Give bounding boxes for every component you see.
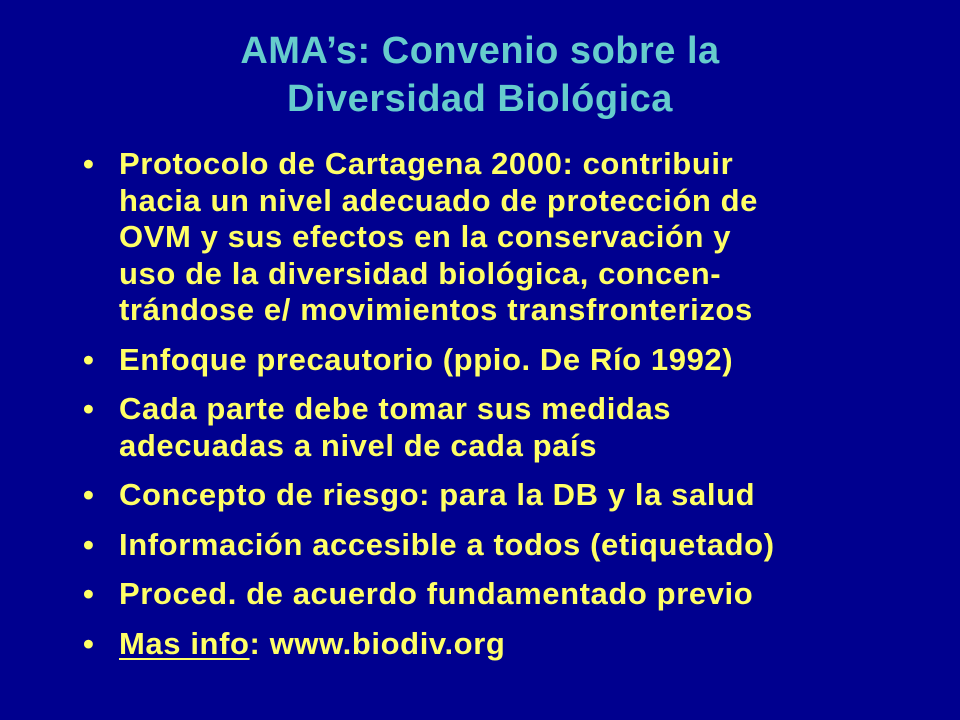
bullet-text-line: adecuadas a nivel de cada país (119, 427, 598, 463)
bullet-icon: • (83, 146, 95, 181)
slide-title-line-1: AMA’s: Convenio sobre la (240, 30, 720, 72)
bullet-text-line: trándose e/ movimientos transfronterizos (119, 292, 753, 327)
bullet-item-informacion (80, 527, 900, 564)
bullet-text-line: uso de la diversidad biológica, concen- (119, 255, 722, 291)
bullet-icon: • (83, 391, 95, 426)
bullet-text-line: Proced. de acuerdo fundamentado previo (119, 576, 754, 611)
bullet-icon: • (83, 341, 95, 377)
bullet-item-cartagena (80, 146, 900, 329)
bullet-text-line: Concepto de riesgo: para la DB y la salud (119, 477, 756, 512)
bullet-text-line: hacia un nivel adecuado de protección de (119, 182, 758, 218)
bullet-item-procedimiento (80, 576, 900, 613)
bullet-text-line: OVM y sus efectos en la conservación y (119, 219, 732, 254)
mas-info-link[interactable]: Mas info (119, 625, 250, 661)
bullet-text-line: Enfoque precautorio (ppio. De Río 1992) (119, 341, 734, 377)
bullet-icon: • (83, 526, 95, 562)
bullet-list (80, 146, 900, 675)
slide-title (0, 27, 960, 123)
bullet-text-line: Información accesible a todos (etiquetado) (119, 526, 775, 562)
bullet-icon: • (83, 576, 95, 611)
bullet-icon: • (83, 625, 95, 661)
bullet-text-line: Cada parte debe tomar sus medidas (119, 391, 672, 426)
bullet-item-mas-info (80, 626, 900, 663)
mas-info-url: : www.biodiv.org (249, 625, 506, 661)
bullet-item-precautorio (80, 342, 900, 379)
slide-title-line-2: Diversidad Biológica (287, 78, 673, 120)
bullet-item-riesgo (80, 477, 900, 514)
bullet-icon: • (83, 477, 95, 512)
bullet-item-medidas (80, 391, 900, 464)
bullet-text-line: Protocolo de Cartagena 2000: contribuir (119, 146, 734, 181)
